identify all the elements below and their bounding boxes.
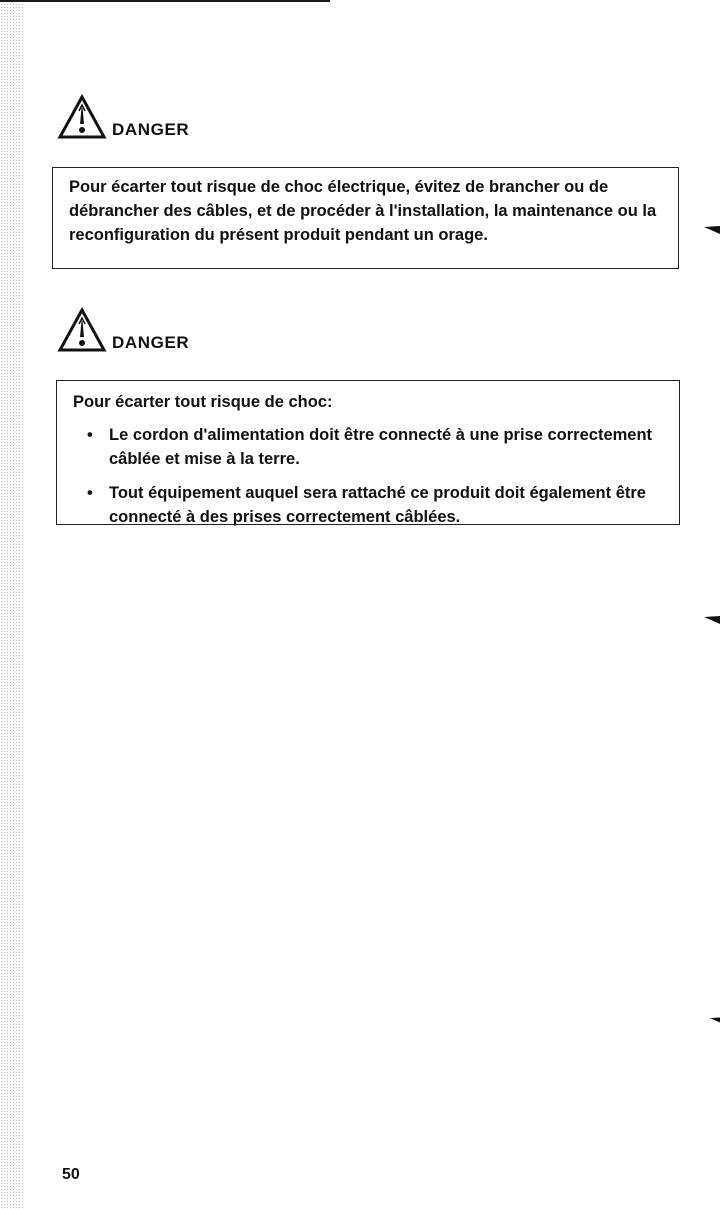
- warning-triangle-icon: [56, 94, 108, 140]
- danger-header: [56, 94, 189, 140]
- danger-notice-intro: Pour écarter tout risque de choc:: [73, 393, 333, 411]
- top-rule: [0, 0, 330, 2]
- list-item-text: Tout équipement auquel sera rattaché ce produit doit également être connecté à des prises correctement câblées.: [109, 484, 646, 526]
- page-number: 50: [62, 1166, 80, 1183]
- danger-label: DANGER: [112, 333, 190, 352]
- list-item: [73, 481, 665, 529]
- margin-mark: [710, 1016, 720, 1024]
- margin-mark: [704, 616, 720, 624]
- danger-label: DANGER: [112, 120, 190, 139]
- list-item: [73, 423, 665, 471]
- bullet-icon: •: [87, 484, 93, 502]
- scan-edge-texture: [0, 0, 24, 1210]
- danger-header: [56, 307, 189, 353]
- margin-mark: [704, 226, 720, 234]
- danger-notice-box: [52, 167, 679, 269]
- danger-notice-box: [56, 380, 680, 525]
- list-item-text: Le cordon d'alimentation doit être connecté à une prise correctement câblée et mise à la terre.: [109, 426, 653, 468]
- warning-triangle-icon: [56, 307, 108, 353]
- danger-notice-list: [73, 423, 665, 529]
- danger-notice-text: Pour écarter tout risque de choc électrique, évitez de brancher ou de débrancher des câbles, et de procéder à l'installation, la maintenance ou la reconfiguration du présent produit pendant un orage.: [69, 178, 657, 244]
- bullet-icon: •: [87, 426, 93, 444]
